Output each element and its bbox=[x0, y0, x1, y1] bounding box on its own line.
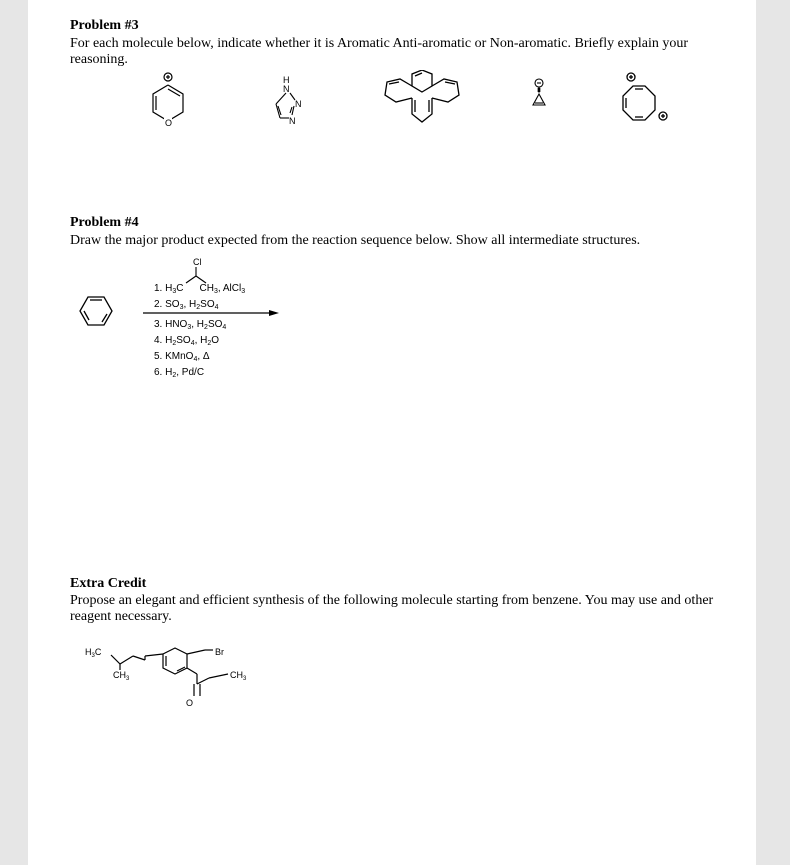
step-3: 3. $HNO_3$, $H_2SO_4$ bbox=[154, 319, 227, 331]
svg-text:CH3: $CH_3$ bbox=[230, 670, 247, 682]
svg-text:Br: Br bbox=[215, 647, 224, 657]
svg-text:O: O bbox=[186, 698, 194, 708]
document-page bbox=[28, 0, 756, 865]
pyrylium-oxygen: O bbox=[165, 118, 173, 128]
step-1: 1. $H_3C$ $CH_3$, AlCl$_3$ bbox=[154, 283, 246, 295]
benzene-start-structure bbox=[78, 295, 118, 329]
target-molecule-structure bbox=[83, 640, 253, 710]
svg-text:CH3: $CH_3$ bbox=[113, 670, 130, 682]
svg-text:H3C: $H_3C$ bbox=[85, 647, 102, 659]
triazole-n3: N bbox=[289, 116, 296, 126]
reaction-arrow bbox=[143, 309, 283, 317]
triazole-n2: N bbox=[295, 99, 302, 109]
pyrylium-structure bbox=[143, 68, 193, 130]
problem4-title: Problem #4 bbox=[70, 215, 139, 230]
extra-credit-title: Extra Credit bbox=[70, 576, 147, 591]
isopropyl-chloride-structure bbox=[183, 256, 233, 286]
extra-credit-text: Propose an elegant and efficient synthesis of the following molecule starting from benzene. You may use and other reagent necessary. bbox=[70, 593, 714, 624]
tricyclic-structure bbox=[380, 70, 465, 135]
problem4-text: Draw the major product expected from the reaction sequence below. Show all intermediate structures. bbox=[70, 233, 641, 248]
triazole-h: H bbox=[283, 75, 290, 85]
step-2: 2. $SO_3$, $H_2SO_4$ bbox=[154, 299, 219, 311]
cyclopropenyl-structure bbox=[526, 74, 556, 114]
step-6: 6. $H_2$, Pd/C bbox=[154, 367, 205, 379]
cyclooctatetraene-structure bbox=[613, 68, 683, 133]
triazole-structure bbox=[268, 74, 308, 129]
reagent-cl: Cl bbox=[193, 257, 202, 267]
step-5: 5. KMnO$_4$, Δ bbox=[154, 351, 210, 363]
step-4: 4. $H_2SO_4$, $H_2O$ bbox=[154, 335, 220, 347]
triazole-n1: N bbox=[283, 84, 290, 94]
problem3-title: Problem #3 bbox=[70, 18, 139, 33]
problem3-text: For each molecule below, indicate whether it is Aromatic Anti-aromatic or Non-aromatic. Briefly explain your reasoning. bbox=[70, 36, 689, 67]
